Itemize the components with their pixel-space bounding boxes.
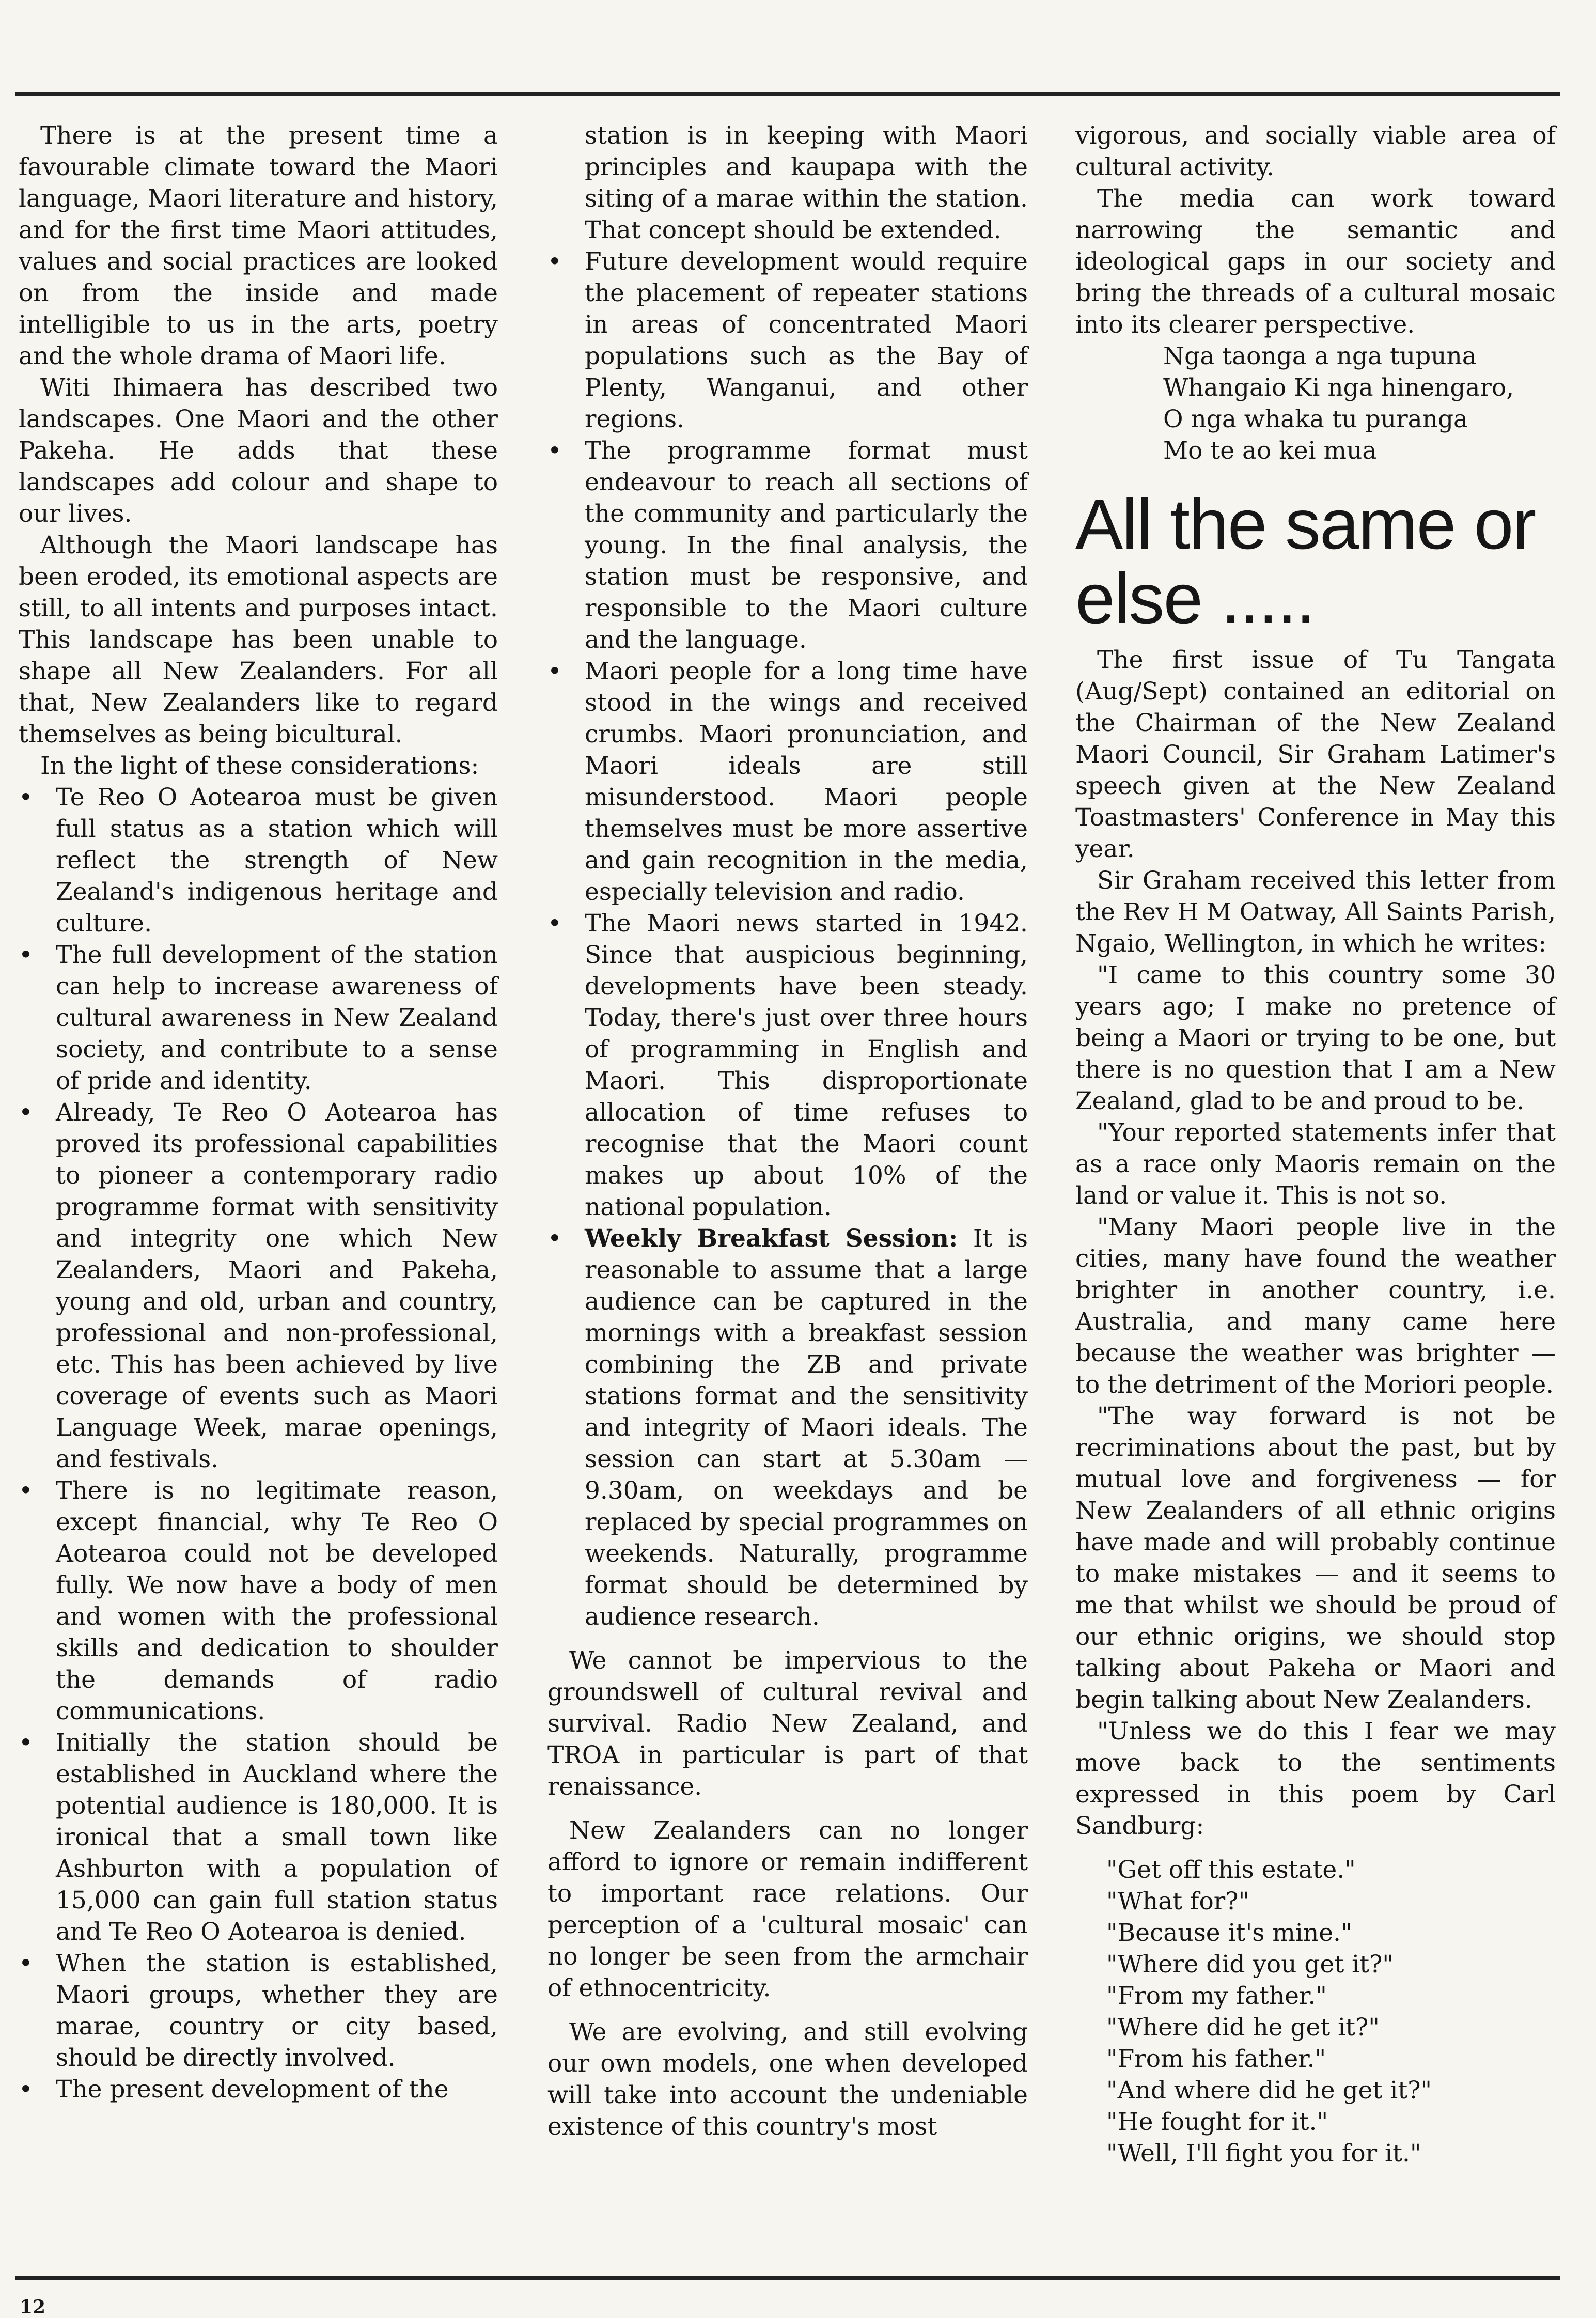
bullet-icon: • — [19, 2075, 33, 2104]
bottom-rule — [15, 2276, 1560, 2280]
page-number: 12 — [20, 2296, 46, 2318]
bullet-icon: • — [19, 783, 33, 812]
col2-paragraph-2: We cannot be impervious to the groundswell of cultural revival and survival. Radio New Zealand, and TROA in particular is part of that renaissance. — [547, 1646, 1028, 1801]
list-item: • When the station is established, Maori groups, whether they are marae, country or city based, should be directly involved. — [19, 1948, 498, 2074]
col3-continued-paragraph: vigorous, and socially viable area of cultural activity. — [1075, 121, 1556, 181]
bullet-icon: • — [19, 1476, 33, 1505]
list-item: • Initially the station should be established in Auckland where the potential audience is 180,000. It is ironical that a small town like Ashburton with a population of 15,000 can gain full station status and Te Reo O Aotearoa is denied. — [19, 1727, 498, 1948]
list-item: • Already, Te Reo O Aotearoa has proved its professional capabilities to pioneer a contemporary radio programme format with sensitivity and integrity one which New Zealanders, Maori and Pakeha, young and old, urban and country, professional and non-professional, etc. This has been achieved by live coverage of events such as Maori Language Week, marae openings, and festivals. — [19, 1097, 498, 1475]
col3-paragraph-8: "The way forward is not be recriminations about the past, but by mutual love and forgiveness — for New Zealanders of all ethnic origins have made and will probably continue to make mistakes — and it seems to me that whilst we should be proud of our ethnic origins, we should stop talking about Pakeha or Maori and begin talking about New Zealanders. — [1075, 1402, 1556, 1714]
poem-line: "Where did he get it?" — [1106, 2013, 1380, 2042]
col3-paragraph-2: The media can work toward narrowing the semantic and ideological gaps in our society and bring the threads of a cultural mosaic into its clearer perspective. — [1075, 184, 1556, 339]
bullet-icon: • — [547, 247, 562, 276]
poem-line: "Well, I'll fight you for it." — [1106, 2139, 1421, 2168]
col3-paragraph-4: Sir Graham received this letter from the Rev H M Oatway, All Saints Parish, Ngaio, Wellington, in which he writes: — [1075, 866, 1556, 958]
list-item: • The Maori news started in 1942. Since that auspicious beginning, developments have been steady. Today, there's just over three hours of programming in English and Maori. This disproportionate allocation of time refuses to recognise that the Maori count makes up about 10% of the national population. — [547, 908, 1028, 1223]
poem-line: Mo te ao kei mua — [1163, 437, 1377, 465]
poem-line: Nga taonga a nga tupuna — [1163, 342, 1477, 370]
bullet-icon: • — [547, 1224, 562, 1253]
poem-line: O nga whaka tu puranga — [1163, 405, 1468, 433]
list-item: • The programme format must endeavour to reach all sections of the community and particularly the young. In the final analysis, the station must be responsive, and responsible to the Maori culture and the language. — [547, 435, 1028, 656]
col3-paragraph-6: "Your reported statements infer that as a race only Maoris remain on the land or value it. This is not so. — [1075, 1118, 1556, 1210]
col3-paragraph-3: The first issue of Tu Tangata (Aug/Sept) contained an editorial on the Chairman of the New Zealand Maori Council, Sir Graham Latimer's speech given at the New Zealand Toastmasters' Conference in May this year. — [1075, 646, 1556, 863]
column-3 — [1075, 120, 1556, 2169]
poem-line: "And where did he get it?" — [1106, 2076, 1432, 2105]
maori-poem — [1075, 340, 1556, 466]
list-item: • There is no legitimate reason, except financial, why Te Reo O Aotearoa could not be developed fully. We now have a body of men and women with the professional skills and dedication to shoulder the demands of radio communications. — [19, 1475, 498, 1727]
article-headline: All the same or else ..... — [1075, 485, 1536, 639]
poem-line: "He fought for it." — [1106, 2108, 1328, 2136]
bullet-icon: • — [19, 941, 33, 969]
poem-line: Whangaio Ki nga hinengaro, — [1163, 374, 1514, 402]
list-item: • Maori people for a long time have stood in the wings and received crumbs. Maori pronunciation, and Maori ideals are still misunderstood. Maori people themselves must be more assertive and gain recognition in the media, especially television and radio. — [547, 656, 1028, 908]
poem-line: "Where did you get it?" — [1106, 1950, 1394, 1979]
bullet-icon: • — [547, 909, 562, 938]
col2-bullet-list — [547, 246, 1028, 1632]
top-rule — [15, 92, 1560, 96]
col1-bullet-list — [19, 782, 498, 2105]
column-2 — [547, 120, 1028, 2142]
col3-paragraph-7: "Many Maori people live in the cities, many have found the weather brighter in another country, i.e. Australia, and many came here because the weather was brighter — to the detriment of the Moriori people. — [1075, 1213, 1556, 1399]
list-item: • Weekly Breakfast Session: It is reasonable to assume that a large audience can be captured in the mornings with a breakfast session combining the ZB and private stations format and the sensitivity and integrity of Maori ideals. The session can start at 5.30am — 9.30am, on weekdays and be replaced by special programmes on weekends. Naturally, programme format should be determined by audience research. — [547, 1223, 1028, 1632]
col1-paragraph-3: Although the Maori landscape has been eroded, its emotional aspects are still, to all intents and purposes intact. This landscape has been unable to shape all New Zealanders. For all that, New Zealanders like to regard themselves as being bicultural. — [19, 531, 498, 749]
poem-line: "Because it's mine." — [1106, 1919, 1352, 1947]
bullet-icon: • — [19, 1098, 33, 1127]
col1-paragraph-2: Witi Ihimaera has described two landscapes. One Maori and the other Pakeha. He adds that these landscapes add colour and shape to our lives. — [19, 374, 498, 528]
bullet-icon: • — [547, 437, 562, 465]
sandburg-poem — [1075, 1854, 1556, 2169]
col2-continued-paragraph: station is in keeping with Maori principles and kaupapa with the siting of a marae within the station. That concept should be extended. — [585, 121, 1028, 244]
poem-line: "From my father." — [1106, 1982, 1327, 2010]
col2-paragraph-4: We are evolving, and still evolving our own models, one when developed will take into account the undeniable existence of this country's most — [547, 2018, 1028, 2141]
poem-line: "Get off this estate." — [1106, 1856, 1356, 1884]
poem-line: "From his father." — [1106, 2045, 1326, 2073]
col1-paragraph-1: There is at the present time a favourable climate toward the Maori language, Maori literature and history, and for the first time Maori attitudes, values and social practices are looked on from the inside and made intelligible to us in the arts, poetry and the whole drama of Maori life. — [19, 121, 498, 370]
col3-paragraph-5: "I came to this country some 30 years ago; I make no pretence of being a Maori or trying to be one, but there is no question that I am a New Zealand, glad to be and proud to be. — [1075, 961, 1556, 1115]
list-item: • The present development of the — [19, 2074, 498, 2105]
weekly-breakfast-label: Weekly Breakfast Session: — [585, 1224, 958, 1253]
col3-paragraph-9: "Unless we do this I fear we may move back to the sentiments expressed in this poem by Carl Sandburg: — [1075, 1717, 1556, 1840]
bullet-icon: • — [19, 1729, 33, 1757]
list-item: • The full development of the station can help to increase awareness of cultural awareness in New Zealand society, and contribute to a sense of pride and identity. — [19, 939, 498, 1097]
col2-paragraph-3: New Zealanders can no longer afford to ignore or remain indifferent to important race relations. Our perception of a 'cultural mosaic' can no longer be seen from the armchair of ethnocentricity. — [547, 1816, 1028, 2002]
poem-line: "What for?" — [1106, 1887, 1250, 1916]
col1-paragraph-4: In the light of these considerations: — [40, 752, 479, 780]
list-item: • Future development would require the placement of repeater stations in areas of concentrated Maori populations such as the Bay of Plenty, Wanganui, and other regions. — [547, 246, 1028, 435]
bullet-icon: • — [547, 657, 562, 686]
bullet-icon: • — [19, 1949, 33, 1978]
list-item: • Te Reo O Aotearoa must be given full status as a station which will reflect the strength of New Zealand's indigenous heritage and culture. — [19, 782, 498, 939]
column-1 — [19, 120, 498, 2105]
